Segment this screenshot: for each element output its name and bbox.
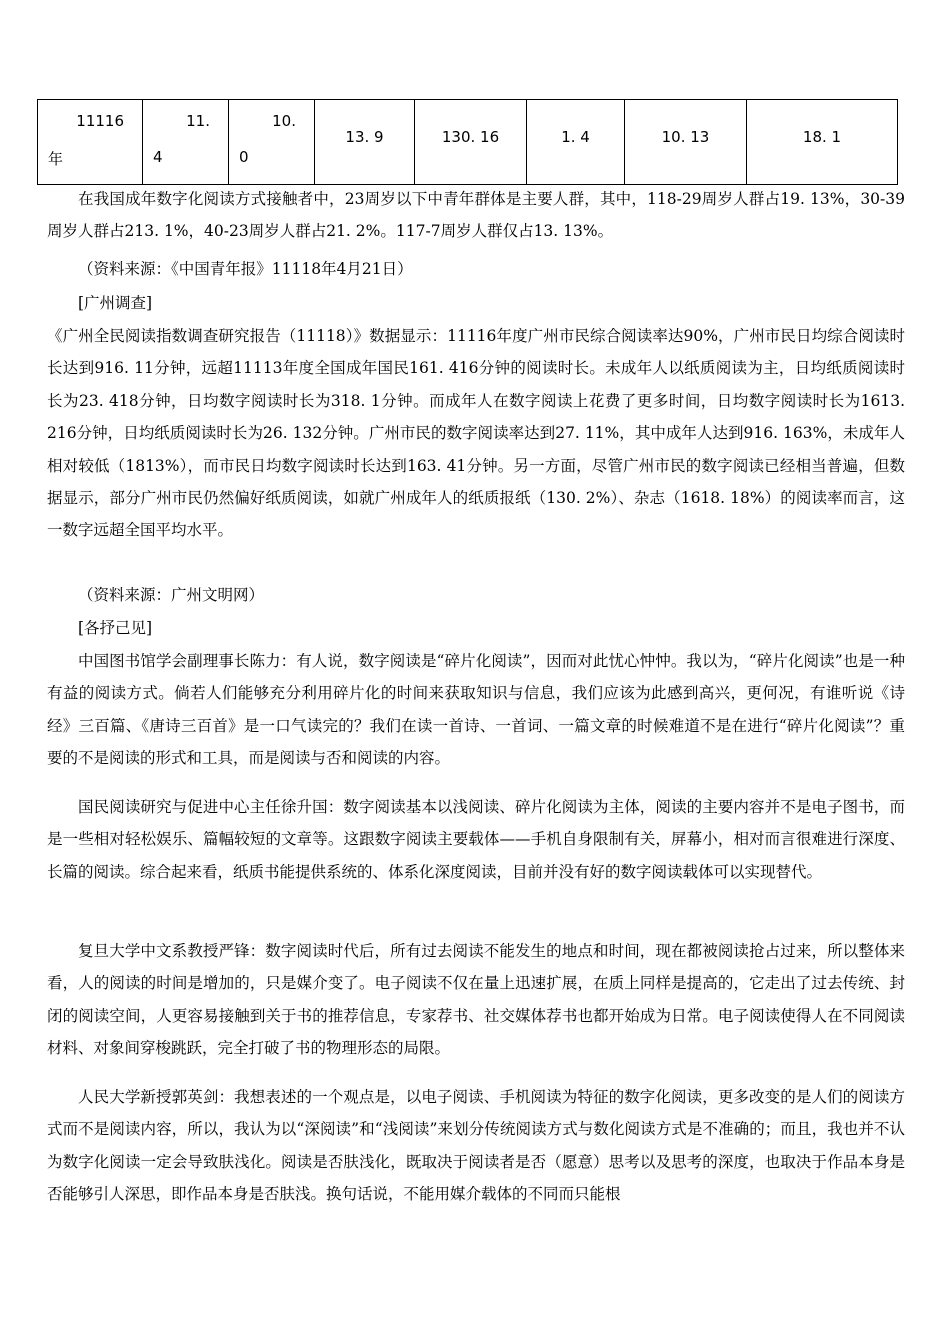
cell-top-text: 11. (186, 112, 210, 130)
paragraph-opinion-xu-shengguo: 国民阅读研究与促进中心主任徐升国：数字阅读基本以浅阅读、碎片化阅读为主体，阅读的主要内容并不是电子图书，而是一些相对轻松娱乐、篇幅较短的文章等。这跟数字阅读主要载体——手机自身限制有关，屏幕小，相对而言很难进行深度、长篇的阅读。综合起来看，纸质书能提供系统的、体系化深度阅读，目前并没有好的数字阅读载体可以实现替代。 (47, 798, 905, 881)
section-heading: [各抒己见] (78, 619, 153, 637)
cell-bottom-text: 4 (153, 148, 163, 166)
source-note: （资料来源：广州文明网） (78, 586, 265, 604)
cell-value: 130. 16 (441, 128, 500, 146)
cell-value: 1. 4 (561, 128, 590, 146)
cell-value: 18. 1 (802, 128, 842, 146)
table-cell (527, 100, 625, 185)
cell-value: 13. 9 (345, 128, 384, 146)
table-row (38, 100, 898, 185)
cell-value: 10. 13 (661, 128, 710, 146)
table-cell (415, 100, 527, 185)
paragraph-opinion-chen-li: 中国图书馆学会副理事长陈力：有人说，数字阅读是“碎片化阅读”，因而对此忧心忡忡。我以为，“碎片化阅读”也是一种有益的阅读方式。倘若人们能够充分利用碎片化的时间来获取知识与信息，我们应该为此感到高兴，更何况，有谁听说《诗经》三百篇、《唐诗三百首》是一口气读完的？我们在读一首诗、一首词、一篇文章的时候难道不是在进行“碎片化阅读”？重要的不是阅读的形式和工具，而是阅读与否和阅读的内容。 (47, 652, 905, 768)
statistics-table (37, 99, 898, 185)
paragraph-age-groups: 在我国成年数字化阅读方式接触者中，23周岁以下中青年群体是主要人群，其中，118-29周岁人群占19. 13%，30-39周岁人群占213. 1%，40-23周岁人群占21. 2%。117-7周岁人群仅占13. 13%。 (47, 190, 905, 241)
source-note: （资料来源：《中国青年报》11118年4月21日） (78, 260, 413, 278)
cell-top-text: 10. (272, 112, 296, 130)
cell-top-text: 11116 (76, 112, 124, 130)
paragraph-opinion-guo-yingjian: 人民大学新授郭英剑：我想表述的一个观点是，以电子阅读、手机阅读为特征的数字化阅读，更多改变的是人们的阅读方式而不是阅读内容，所以，我认为以“深阅读”和“浅阅读”来划分传统阅读方式与数化阅读方式是不准确的；而且，我也并不认为数字化阅读一定会导致肤浅化。阅读是否肤浅化，既取决于阅读者是否（愿意）思考以及思考的深度，也取决于作品本身是否能够引人深思，即作品本身是否肤浅。换句话说，不能用媒介载体的不同而只能根 (47, 1088, 905, 1204)
table-cell (143, 100, 229, 185)
table-cell (38, 100, 143, 185)
paragraph-guangzhou-survey: 《广州全民阅读指数调查研究报告（11118）》数据显示：11116年度广州市民综合阅读率达90%，广州市民日均综合阅读时长达到916. 11分钟，远超11113年度全国成年国民161. 416分钟的阅读时长。未成年人以纸质阅读为主，日均纸质阅读时长为23. 418分钟，日均数字阅读时长为318. 1分钟。而成年人在数字阅读上花费了更多时间，日均数字阅读时长为1613. 216分钟，日均纸质阅读时长为26. 132分钟。广州市民的数字阅读率达到27. 11%，其中成年人达到916. 163%，未成年人相对较低（1813%），而市民日均数字阅读时长达到163. 41分钟。另一方面，尽管广州市民的数字阅读已经相当普遍，但数据显示，部分广州市民仍然偏好纸质阅读，如就广州成年人的纸质报纸（130. 2%）、杂志（1618. 18%）的阅读率而言，这一数字远超全国平均水平。 (47, 327, 905, 540)
table-cell (229, 100, 315, 185)
section-heading: [广州调查] (78, 294, 153, 312)
cell-bottom-text: 0 (239, 148, 249, 166)
cell-bottom-text: 年 (48, 150, 64, 168)
paragraph-opinion-yan-feng: 复旦大学中文系教授严锋：数字阅读时代后，所有过去阅读不能发生的地点和时间，现在都被阅读抢占过来，所以整体来看，人的阅读的时间是增加的，只是媒介变了。电子阅读不仅在量上迅速扩展，在质上同样是提高的，它走出了过去传统、封闭的阅读空间，人更容易接触到关于书的推荐信息，专家荐书、社交媒体荐书也都开始成为日常。电子阅读使得人在不同阅读材料、对象间穿梭跳跃，完全打破了书的物理形态的局限。 (47, 942, 905, 1058)
table-cell (625, 100, 747, 185)
table-cell (315, 100, 415, 185)
table-cell (747, 100, 898, 185)
